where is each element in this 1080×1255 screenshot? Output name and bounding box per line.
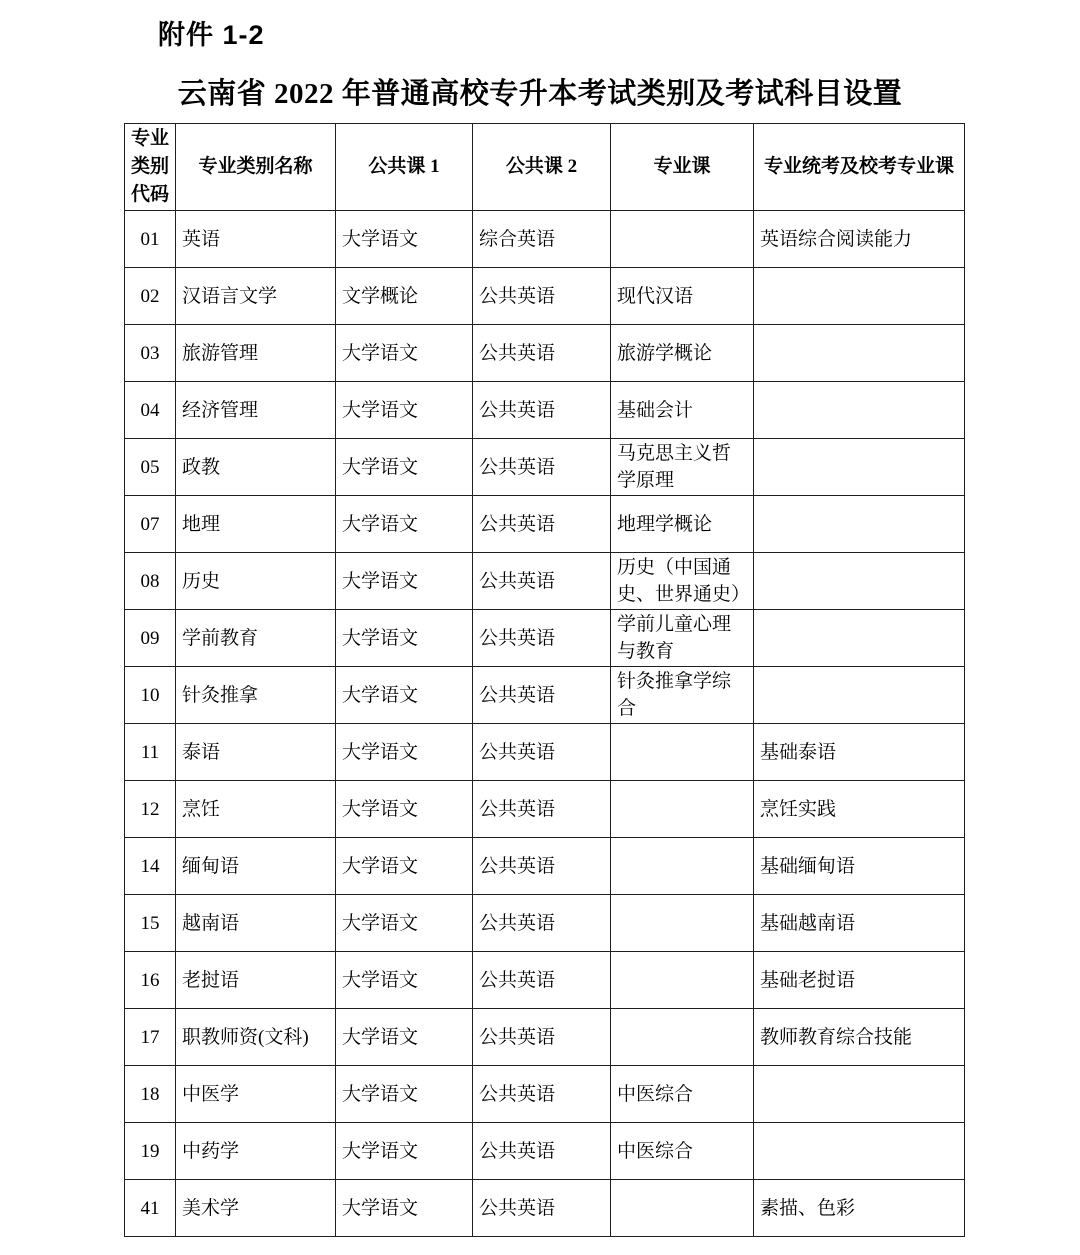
cell-public-course-1: 大学语文 xyxy=(336,1123,473,1180)
table-row xyxy=(125,1180,965,1237)
cell-unified-exam: 基础泰语 xyxy=(754,724,965,781)
cell-public-course-1: 大学语文 xyxy=(336,667,473,724)
cell-code: 11 xyxy=(125,724,176,781)
cell-code: 02 xyxy=(125,268,176,325)
attachment-label: 附件 1-2 xyxy=(158,20,265,50)
cell-public-course-2: 公共英语 xyxy=(473,268,611,325)
table-row xyxy=(125,1123,965,1180)
table-row xyxy=(125,838,965,895)
cell-public-course-2: 公共英语 xyxy=(473,781,611,838)
cell-code: 03 xyxy=(125,325,176,382)
cell-public-course-2: 公共英语 xyxy=(473,952,611,1009)
cell-public-course-1: 大学语文 xyxy=(336,952,473,1009)
cell-public-course-1: 大学语文 xyxy=(336,781,473,838)
table-row xyxy=(125,610,965,667)
cell-code: 08 xyxy=(125,553,176,610)
cell-major-course xyxy=(611,1180,754,1237)
cell-unified-exam xyxy=(754,667,965,724)
cell-public-course-2: 公共英语 xyxy=(473,724,611,781)
table-row xyxy=(125,553,965,610)
page-title: 云南省 2022 年普通高校专升本考试类别及考试科目设置 xyxy=(177,78,903,110)
cell-public-course-1: 大学语文 xyxy=(336,496,473,553)
cell-major-course: 学前儿童心理与教育 xyxy=(611,610,754,667)
table-row xyxy=(125,667,965,724)
cell-name: 政教 xyxy=(176,439,336,496)
cell-unified-exam: 基础老挝语 xyxy=(754,952,965,1009)
table-row xyxy=(125,1066,965,1123)
cell-public-course-1: 大学语文 xyxy=(336,382,473,439)
cell-code: 18 xyxy=(125,1066,176,1123)
cell-public-course-2: 公共英语 xyxy=(473,1066,611,1123)
table-row xyxy=(125,211,965,268)
cell-code: 14 xyxy=(125,838,176,895)
cell-public-course-2: 公共英语 xyxy=(473,439,611,496)
cell-code: 41 xyxy=(125,1180,176,1237)
cell-public-course-2: 公共英语 xyxy=(473,895,611,952)
cell-unified-exam xyxy=(754,1066,965,1123)
cell-public-course-2: 公共英语 xyxy=(473,553,611,610)
cell-name: 缅甸语 xyxy=(176,838,336,895)
cell-name: 英语 xyxy=(176,211,336,268)
cell-code: 16 xyxy=(125,952,176,1009)
cell-major-course xyxy=(611,895,754,952)
cell-name: 学前教育 xyxy=(176,610,336,667)
cell-public-course-2: 公共英语 xyxy=(473,838,611,895)
cell-code: 01 xyxy=(125,211,176,268)
cell-public-course-1: 大学语文 xyxy=(336,895,473,952)
cell-public-course-2: 综合英语 xyxy=(473,211,611,268)
cell-major-course: 旅游学概论 xyxy=(611,325,754,382)
cell-major-course: 中医综合 xyxy=(611,1066,754,1123)
cell-unified-exam xyxy=(754,553,965,610)
cell-name: 地理 xyxy=(176,496,336,553)
col-header-public-course-1: 公共课 1 xyxy=(336,124,473,211)
table-row xyxy=(125,781,965,838)
cell-name: 老挝语 xyxy=(176,952,336,1009)
cell-public-course-2: 公共英语 xyxy=(473,667,611,724)
table-row xyxy=(125,439,965,496)
cell-public-course-2: 公共英语 xyxy=(473,1180,611,1237)
cell-public-course-1: 大学语文 xyxy=(336,1066,473,1123)
cell-public-course-1: 大学语文 xyxy=(336,553,473,610)
table-row xyxy=(125,1009,965,1066)
cell-major-course xyxy=(611,781,754,838)
table-row xyxy=(125,724,965,781)
cell-code: 04 xyxy=(125,382,176,439)
cell-name: 越南语 xyxy=(176,895,336,952)
cell-unified-exam: 基础缅甸语 xyxy=(754,838,965,895)
cell-public-course-1: 大学语文 xyxy=(336,610,473,667)
cell-code: 07 xyxy=(125,496,176,553)
cell-name: 泰语 xyxy=(176,724,336,781)
cell-code: 09 xyxy=(125,610,176,667)
cell-public-course-2: 公共英语 xyxy=(473,1009,611,1066)
cell-major-course: 基础会计 xyxy=(611,382,754,439)
cell-unified-exam xyxy=(754,610,965,667)
cell-public-course-2: 公共英语 xyxy=(473,382,611,439)
col-header-unified-exam: 专业统考及校考专业课 xyxy=(754,124,965,211)
table-row xyxy=(125,325,965,382)
cell-public-course-2: 公共英语 xyxy=(473,496,611,553)
cell-public-course-1: 大学语文 xyxy=(336,211,473,268)
cell-public-course-1: 大学语文 xyxy=(336,1009,473,1066)
cell-name: 职教师资(文科) xyxy=(176,1009,336,1066)
cell-code: 19 xyxy=(125,1123,176,1180)
cell-major-course xyxy=(611,724,754,781)
table-row xyxy=(125,952,965,1009)
cell-code: 12 xyxy=(125,781,176,838)
cell-public-course-1: 大学语文 xyxy=(336,724,473,781)
cell-public-course-2: 公共英语 xyxy=(473,325,611,382)
cell-major-course: 中医综合 xyxy=(611,1123,754,1180)
col-header-public-course-2: 公共课 2 xyxy=(473,124,611,211)
cell-name: 汉语言文学 xyxy=(176,268,336,325)
col-header-category-name: 专业类别名称 xyxy=(176,124,336,211)
exam-subjects-table xyxy=(124,123,965,1237)
cell-unified-exam xyxy=(754,496,965,553)
table-row xyxy=(125,496,965,553)
cell-unified-exam: 基础越南语 xyxy=(754,895,965,952)
cell-public-course-1: 大学语文 xyxy=(336,439,473,496)
cell-major-course: 地理学概论 xyxy=(611,496,754,553)
cell-major-course: 针灸推拿学综合 xyxy=(611,667,754,724)
cell-name: 中医学 xyxy=(176,1066,336,1123)
cell-major-course xyxy=(611,838,754,895)
cell-code: 10 xyxy=(125,667,176,724)
cell-unified-exam xyxy=(754,439,965,496)
cell-public-course-2: 公共英语 xyxy=(473,610,611,667)
cell-major-course: 历史（中国通史、世界通史） xyxy=(611,553,754,610)
col-header-major-course: 专业课 xyxy=(611,124,754,211)
cell-unified-exam: 烹饪实践 xyxy=(754,781,965,838)
cell-name: 针灸推拿 xyxy=(176,667,336,724)
cell-name: 历史 xyxy=(176,553,336,610)
cell-name: 烹饪 xyxy=(176,781,336,838)
cell-name: 中药学 xyxy=(176,1123,336,1180)
table-header-row xyxy=(125,124,965,211)
cell-unified-exam: 英语综合阅读能力 xyxy=(754,211,965,268)
cell-unified-exam xyxy=(754,325,965,382)
cell-major-course: 现代汉语 xyxy=(611,268,754,325)
cell-code: 05 xyxy=(125,439,176,496)
cell-unified-exam xyxy=(754,1123,965,1180)
table-row xyxy=(125,895,965,952)
cell-public-course-1: 文学概论 xyxy=(336,268,473,325)
table-row xyxy=(125,268,965,325)
cell-major-course: 马克思主义哲学原理 xyxy=(611,439,754,496)
cell-unified-exam: 素描、色彩 xyxy=(754,1180,965,1237)
col-header-category-code: 专业类别代码 xyxy=(125,124,176,211)
cell-unified-exam xyxy=(754,382,965,439)
cell-major-course xyxy=(611,952,754,1009)
cell-unified-exam: 教师教育综合技能 xyxy=(754,1009,965,1066)
cell-name: 旅游管理 xyxy=(176,325,336,382)
cell-code: 15 xyxy=(125,895,176,952)
table-row xyxy=(125,382,965,439)
cell-major-course xyxy=(611,1009,754,1066)
cell-major-course xyxy=(611,211,754,268)
cell-public-course-1: 大学语文 xyxy=(336,838,473,895)
cell-name: 美术学 xyxy=(176,1180,336,1237)
cell-public-course-1: 大学语文 xyxy=(336,325,473,382)
cell-public-course-1: 大学语文 xyxy=(336,1180,473,1237)
cell-public-course-2: 公共英语 xyxy=(473,1123,611,1180)
cell-code: 17 xyxy=(125,1009,176,1066)
cell-name: 经济管理 xyxy=(176,382,336,439)
cell-unified-exam xyxy=(754,268,965,325)
